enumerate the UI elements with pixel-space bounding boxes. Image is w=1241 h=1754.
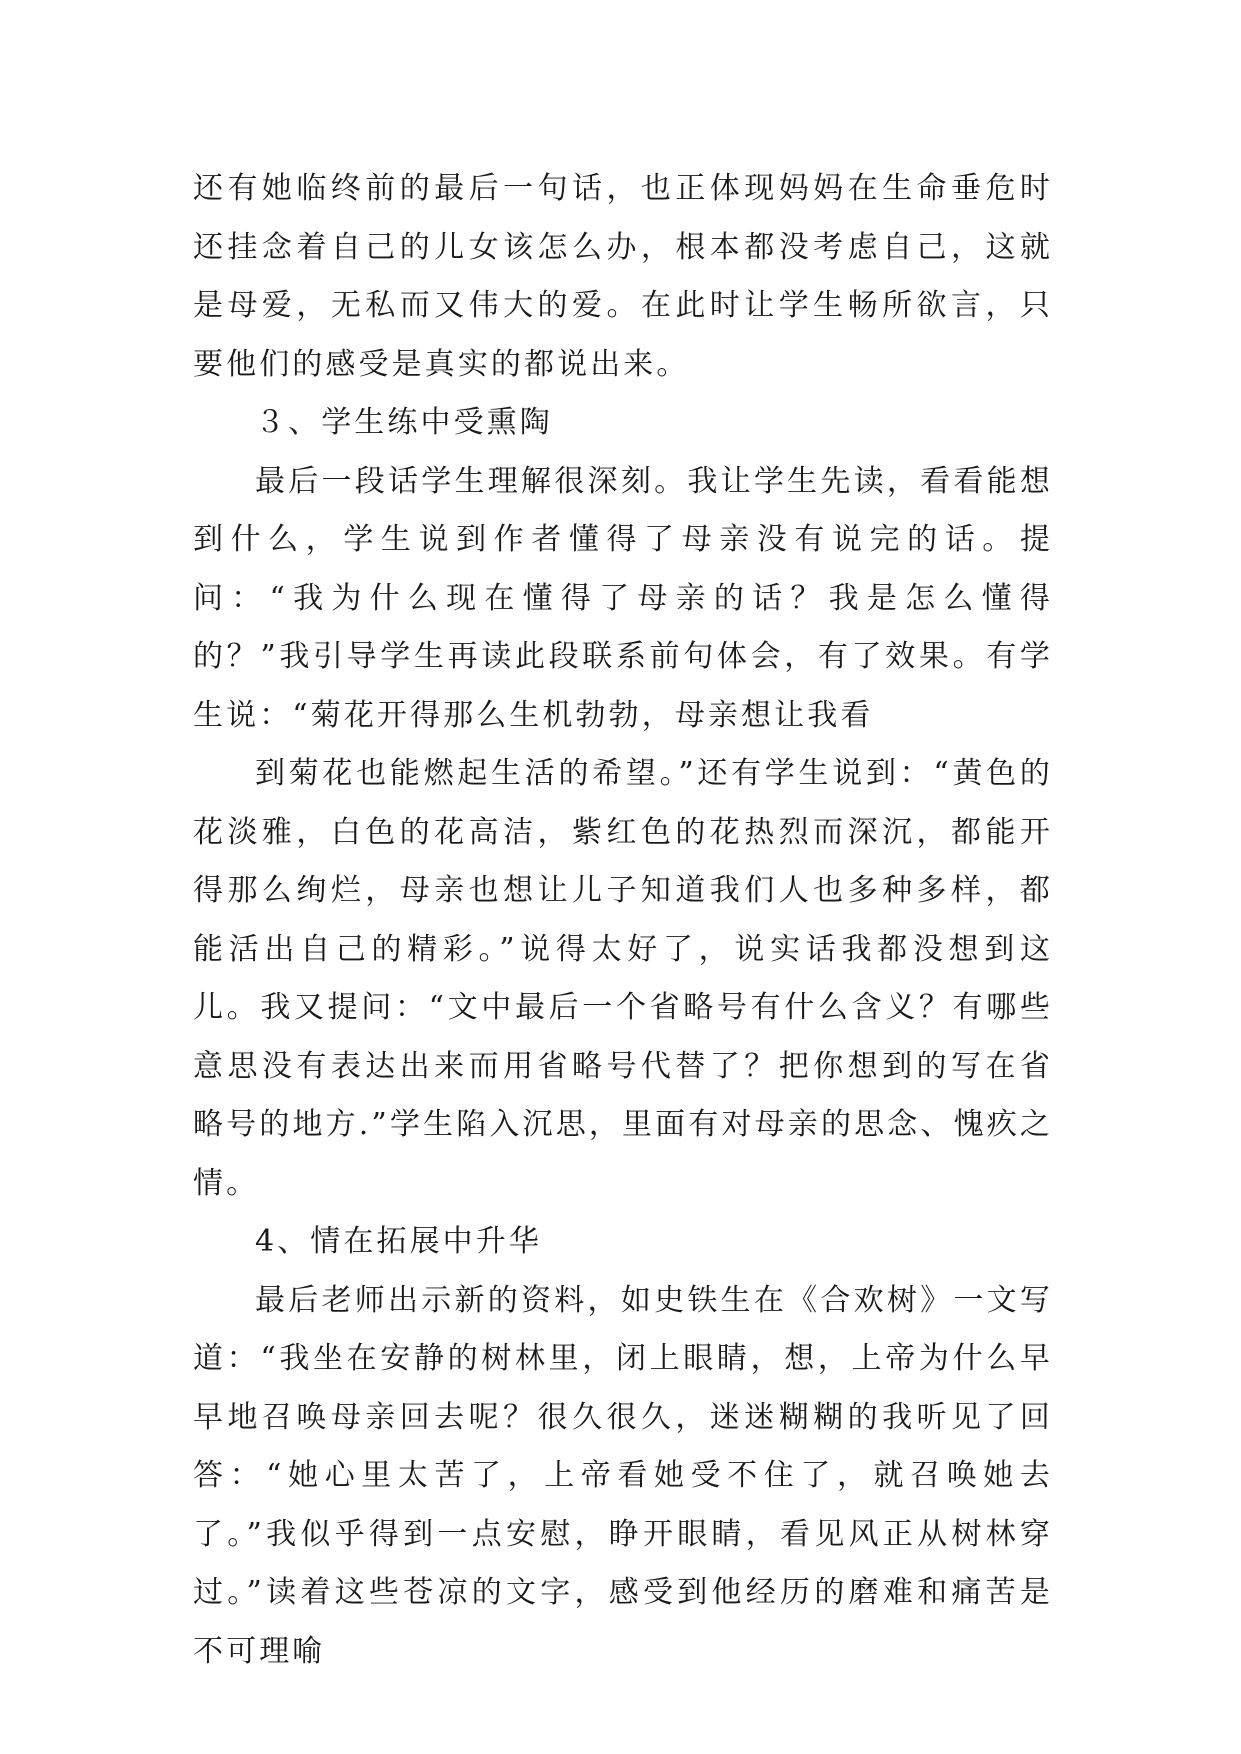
section-heading-4: 4、情在拓展中升华 bbox=[255, 1224, 542, 1259]
document-page bbox=[193, 160, 1053, 1681]
paragraph-extension-material: 最后老师出示新的资料，如史铁生在《合欢树》一文写道：“我坐在安静的树林里，闭上眼睛，想，上帝为什么早早地召唤母亲回去呢？很久很久，迷迷糊糊的我听见了回答：“她心里太苦了，上帝看她受不住了，就召唤她去了。”我似乎得到一点安慰，睁开眼睛，看见风正从树林穿过。”读着这些苍凉的文字，感受到他经历的磨难和痛苦是不可理喻 bbox=[193, 1282, 1053, 1669]
paragraph-chrysanthemum-hope: 到菊花也能燃起生活的希望。”还有学生说到：“黄色的花淡雅，白色的花高洁，紫红色的花热烈而深沉，都能开得那么绚烂，母亲也想让儿子知道我们人也多种多样，都能活出自己的精彩。”说得太好了，说实话我都没想到这儿。我又提问：“文中最后一个省略号有什么含义？有哪些意思没有表达出来而用省略号代替了？把你想到的写在省略号的地方.”学生陷入沉思，里面有对母亲的思念、愧疚之情。 bbox=[193, 756, 1053, 1201]
paragraph-last-section-reading: 最后一段话学生理解很深刻。我让学生先读，看看能想到什么，学生说到作者懂得了母亲没有说完的话。提问：“我为什么现在懂得了母亲的话？我是怎么懂得的？”我引导学生再读此段联系前句体会，有了效果。有学生说：“菊花开得那么生机勃勃，母亲想让我看 bbox=[193, 463, 1053, 733]
paragraph-mothers-last-words: 还有她临终前的最后一句话，也正体现妈妈在生命垂危时还挂念着自己的儿女该怎么办，根本都没考虑自己，这就是母爱，无私而又伟大的爱。在此时让学生畅所欲言，只要他们的感受是真实的都说出来。 bbox=[193, 171, 1053, 382]
section-heading-3: ３、学生练中受熏陶 bbox=[255, 405, 553, 440]
